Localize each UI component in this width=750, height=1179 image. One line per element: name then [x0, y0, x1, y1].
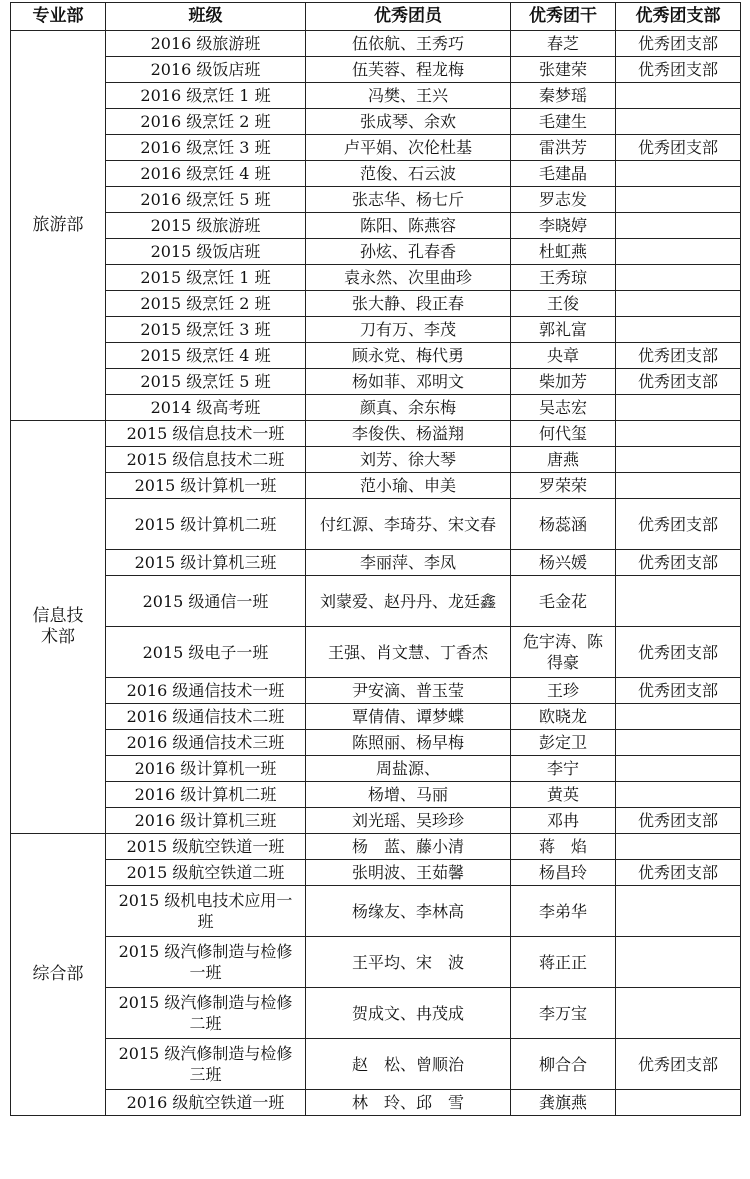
class-cell: 2015 级计算机一班	[106, 473, 306, 499]
branch-cell	[616, 239, 741, 265]
branch-cell	[616, 782, 741, 808]
class-cell: 2015 级航空铁道二班	[106, 860, 306, 886]
cadre-cell: 黄英	[511, 782, 616, 808]
branch-cell	[616, 317, 741, 343]
cadre-cell: 王俊	[511, 291, 616, 317]
table-row	[11, 187, 741, 213]
members-cell: 张明波、王茹馨	[306, 860, 511, 886]
class-cell: 2015 级汽修制造与检修一班	[106, 937, 306, 988]
members-cell: 伍依航、王秀巧	[306, 31, 511, 57]
cadre-cell: 王秀琼	[511, 265, 616, 291]
table-row	[11, 1039, 741, 1090]
members-cell: 贺成文、冉茂成	[306, 988, 511, 1039]
class-cell: 2016 级通信技术三班	[106, 730, 306, 756]
members-cell: 张成琴、余欢	[306, 109, 511, 135]
cadre-cell: 危宇涛、陈得豪	[511, 627, 616, 678]
members-cell: 袁永然、次里曲珍	[306, 265, 511, 291]
branch-cell	[616, 395, 741, 421]
members-cell: 范小瑜、申美	[306, 473, 511, 499]
cadre-cell: 唐燕	[511, 447, 616, 473]
members-cell: 张大静、段正春	[306, 291, 511, 317]
branch-cell	[616, 988, 741, 1039]
cadre-cell: 雷洪芳	[511, 135, 616, 161]
members-cell: 杨增、马丽	[306, 782, 511, 808]
branch-cell: 优秀团支部	[616, 369, 741, 395]
members-cell: 赵 松、曾顺治	[306, 1039, 511, 1090]
branch-cell	[616, 161, 741, 187]
table-row	[11, 576, 741, 627]
table-row	[11, 213, 741, 239]
cadre-cell: 李万宝	[511, 988, 616, 1039]
class-cell: 2015 级航空铁道一班	[106, 834, 306, 860]
members-cell: 卢平娟、次伦杜基	[306, 135, 511, 161]
cadre-cell: 毛建晶	[511, 161, 616, 187]
department-cell: 旅游部	[11, 31, 106, 421]
cadre-cell: 张建荣	[511, 57, 616, 83]
class-cell: 2015 级信息技术二班	[106, 447, 306, 473]
cadre-cell: 蒋 焰	[511, 834, 616, 860]
branch-cell: 优秀团支部	[616, 499, 741, 550]
branch-cell: 优秀团支部	[616, 627, 741, 678]
members-cell: 陈阳、陈燕容	[306, 213, 511, 239]
branch-cell	[616, 187, 741, 213]
branch-cell	[616, 704, 741, 730]
table-row	[11, 1090, 741, 1116]
members-cell: 伍芙蓉、程龙梅	[306, 57, 511, 83]
class-cell: 2016 级烹饪 5 班	[106, 187, 306, 213]
header-class: 班级	[106, 3, 306, 31]
class-cell: 2016 级旅游班	[106, 31, 306, 57]
cadre-cell: 央章	[511, 343, 616, 369]
branch-cell	[616, 576, 741, 627]
branch-cell	[616, 291, 741, 317]
table-container	[10, 2, 741, 1116]
class-cell: 2016 级计算机三班	[106, 808, 306, 834]
branch-cell	[616, 937, 741, 988]
table-body	[11, 31, 741, 1116]
members-cell: 尹安滴、普玉莹	[306, 678, 511, 704]
members-cell: 王强、肖文慧、丁香杰	[306, 627, 511, 678]
members-cell: 刀有万、李茂	[306, 317, 511, 343]
branch-cell	[616, 730, 741, 756]
class-cell: 2015 级计算机三班	[106, 550, 306, 576]
header-row	[11, 3, 741, 31]
branch-cell: 优秀团支部	[616, 550, 741, 576]
cadre-cell: 柳合合	[511, 1039, 616, 1090]
class-cell: 2016 级饭店班	[106, 57, 306, 83]
branch-cell	[616, 83, 741, 109]
cadre-cell: 杨昌玲	[511, 860, 616, 886]
members-cell: 孙炫、孔春香	[306, 239, 511, 265]
table-row	[11, 678, 741, 704]
department-cell: 信息技术部	[11, 421, 106, 834]
table-row	[11, 860, 741, 886]
table-row	[11, 395, 741, 421]
cadre-cell: 吴志宏	[511, 395, 616, 421]
class-cell: 2015 级计算机二班	[106, 499, 306, 550]
cadre-cell: 李弟华	[511, 886, 616, 937]
table-row	[11, 550, 741, 576]
members-cell: 王平均、宋 波	[306, 937, 511, 988]
branch-cell: 优秀团支部	[616, 57, 741, 83]
table-row	[11, 83, 741, 109]
table-row	[11, 473, 741, 499]
cadre-cell: 龚旗燕	[511, 1090, 616, 1116]
cadre-cell: 罗志发	[511, 187, 616, 213]
header-outstanding-cadre: 优秀团干	[511, 3, 616, 31]
cadre-cell: 王珍	[511, 678, 616, 704]
members-cell: 杨如菲、邓明文	[306, 369, 511, 395]
honor-table	[10, 2, 741, 1116]
table-row	[11, 834, 741, 860]
cadre-cell: 罗荣荣	[511, 473, 616, 499]
class-cell: 2016 级航空铁道一班	[106, 1090, 306, 1116]
members-cell: 杨缘友、李林高	[306, 886, 511, 937]
table-row	[11, 57, 741, 83]
header-outstanding-members: 优秀团员	[306, 3, 511, 31]
branch-cell	[616, 473, 741, 499]
members-cell: 林 玲、邱 雪	[306, 1090, 511, 1116]
cadre-cell: 邓冉	[511, 808, 616, 834]
class-cell: 2015 级烹饪 1 班	[106, 265, 306, 291]
table-row	[11, 239, 741, 265]
table-row	[11, 317, 741, 343]
branch-cell	[616, 213, 741, 239]
members-cell: 颜真、余东梅	[306, 395, 511, 421]
class-cell: 2015 级烹饪 3 班	[106, 317, 306, 343]
cadre-cell: 郭礼富	[511, 317, 616, 343]
header-department: 专业部	[11, 3, 106, 31]
class-cell: 2015 级通信一班	[106, 576, 306, 627]
members-cell: 陈照丽、杨早梅	[306, 730, 511, 756]
cadre-cell: 杜虹燕	[511, 239, 616, 265]
table-row	[11, 808, 741, 834]
cadre-cell: 柴加芳	[511, 369, 616, 395]
branch-cell: 优秀团支部	[616, 343, 741, 369]
members-cell: 刘芳、徐大琴	[306, 447, 511, 473]
table-row	[11, 31, 741, 57]
table-row	[11, 343, 741, 369]
branch-cell	[616, 756, 741, 782]
cadre-cell: 李宁	[511, 756, 616, 782]
class-cell: 2014 级高考班	[106, 395, 306, 421]
table-row	[11, 730, 741, 756]
table-row	[11, 704, 741, 730]
cadre-cell: 杨蕊涵	[511, 499, 616, 550]
table-row	[11, 988, 741, 1039]
branch-cell: 优秀团支部	[616, 860, 741, 886]
table-row	[11, 109, 741, 135]
members-cell: 杨 蓝、藤小清	[306, 834, 511, 860]
table-row	[11, 265, 741, 291]
branch-cell	[616, 447, 741, 473]
class-cell: 2016 级通信技术二班	[106, 704, 306, 730]
class-cell: 2015 级烹饪 2 班	[106, 291, 306, 317]
class-cell: 2015 级信息技术一班	[106, 421, 306, 447]
table-row	[11, 291, 741, 317]
class-cell: 2016 级烹饪 3 班	[106, 135, 306, 161]
class-cell: 2016 级计算机二班	[106, 782, 306, 808]
cadre-cell: 彭定卫	[511, 730, 616, 756]
branch-cell	[616, 834, 741, 860]
class-cell: 2016 级计算机一班	[106, 756, 306, 782]
class-cell: 2016 级通信技术一班	[106, 678, 306, 704]
branch-cell	[616, 265, 741, 291]
members-cell: 周盐源、	[306, 756, 511, 782]
table-row	[11, 499, 741, 550]
members-cell: 覃倩倩、谭梦蝶	[306, 704, 511, 730]
branch-cell	[616, 1090, 741, 1116]
branch-cell	[616, 886, 741, 937]
header-outstanding-branch: 优秀团支部	[616, 3, 741, 31]
table-row	[11, 369, 741, 395]
cadre-cell: 毛金花	[511, 576, 616, 627]
members-cell: 张志华、杨七斤	[306, 187, 511, 213]
class-cell: 2016 级烹饪 4 班	[106, 161, 306, 187]
class-cell: 2015 级饭店班	[106, 239, 306, 265]
class-cell: 2015 级电子一班	[106, 627, 306, 678]
branch-cell: 优秀团支部	[616, 678, 741, 704]
class-cell: 2015 级汽修制造与检修二班	[106, 988, 306, 1039]
members-cell: 付红源、李琦芬、宋文春	[306, 499, 511, 550]
cadre-cell: 何代玺	[511, 421, 616, 447]
branch-cell: 优秀团支部	[616, 1039, 741, 1090]
class-cell: 2015 级烹饪 4 班	[106, 343, 306, 369]
class-cell: 2015 级机电技术应用一班	[106, 886, 306, 937]
class-cell: 2016 级烹饪 2 班	[106, 109, 306, 135]
cadre-cell: 李晓婷	[511, 213, 616, 239]
members-cell: 范俊、石云波	[306, 161, 511, 187]
table-row	[11, 447, 741, 473]
cadre-cell: 蒋正正	[511, 937, 616, 988]
members-cell: 刘蒙爱、赵丹丹、龙廷鑫	[306, 576, 511, 627]
cadre-cell: 杨兴媛	[511, 550, 616, 576]
class-cell: 2015 级旅游班	[106, 213, 306, 239]
members-cell: 冯樊、王兴	[306, 83, 511, 109]
branch-cell: 优秀团支部	[616, 808, 741, 834]
cadre-cell: 欧晓龙	[511, 704, 616, 730]
class-cell: 2015 级烹饪 5 班	[106, 369, 306, 395]
branch-cell: 优秀团支部	[616, 135, 741, 161]
table-row	[11, 756, 741, 782]
table-row	[11, 886, 741, 937]
table-row	[11, 161, 741, 187]
members-cell: 顾永党、梅代勇	[306, 343, 511, 369]
table-row	[11, 627, 741, 678]
branch-cell	[616, 109, 741, 135]
table-row	[11, 421, 741, 447]
members-cell: 刘光瑶、吴珍珍	[306, 808, 511, 834]
members-cell: 李丽萍、李凤	[306, 550, 511, 576]
class-cell: 2016 级烹饪 1 班	[106, 83, 306, 109]
branch-cell	[616, 421, 741, 447]
table-row	[11, 937, 741, 988]
class-cell: 2015 级汽修制造与检修三班	[106, 1039, 306, 1090]
cadre-cell: 毛建生	[511, 109, 616, 135]
department-cell: 综合部	[11, 834, 106, 1116]
table-row	[11, 135, 741, 161]
cadre-cell: 春芝	[511, 31, 616, 57]
cadre-cell: 秦梦瑶	[511, 83, 616, 109]
branch-cell: 优秀团支部	[616, 31, 741, 57]
table-row	[11, 782, 741, 808]
members-cell: 李俊佚、杨溢翔	[306, 421, 511, 447]
